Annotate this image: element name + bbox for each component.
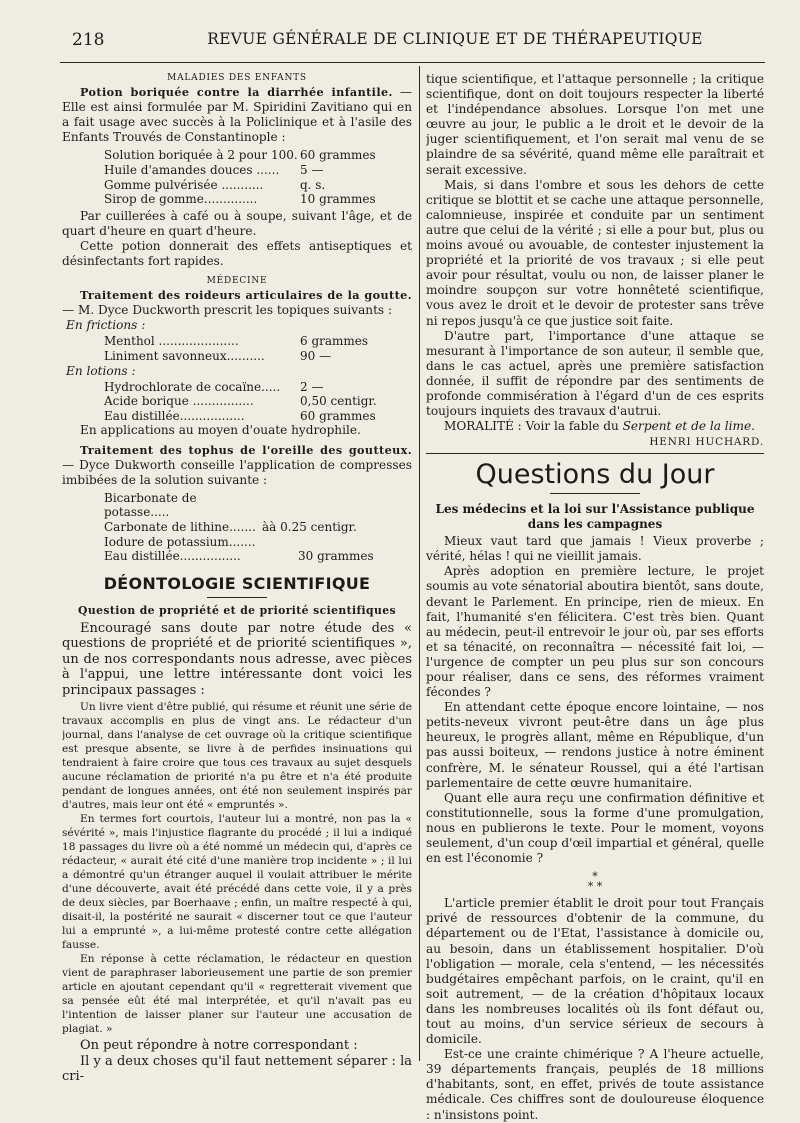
- recipe-name: Eau distillée.................: [104, 408, 245, 423]
- recipe-row: [104, 535, 412, 550]
- quote-paragraph-1: Un livre vient d'être publié, qui résume et réunit une série de travaux accomplis en plus de vingt ans. Le rédacteur d'un journal, dans l'analyse de cet ouvrage où la critique scientifique est presque absente, se livre à de perfides insinuations qui tendraient à faire croire que tous ces travaux au sujet desquels aucune réclamation de priorité n'a pu être et n'a été produite pendant de longues années, ont été non seulement inspirés par d'autres, mais leur ont été « empruntés ».: [62, 701, 412, 812]
- paragraph-autre-part: D'autre part, l'importance d'une attaque se mesurant à l'importance de son auteur, il semble que, dans le cas actuel, après une première satisfaction donnée, il suffit de répondre par des sentiments de profonde commisération à l'égard d'un de ces esprits toujours inquiets des travaux d'autrui.: [426, 328, 764, 419]
- recipe-qty: 5 —: [300, 162, 324, 177]
- recipe-name: Acide borique ................: [104, 394, 254, 409]
- recipe-row: [104, 148, 412, 163]
- recipe-row: [104, 334, 412, 349]
- recipe-qty: àà 0.25 centigr.: [262, 520, 357, 535]
- label-lotions: En lotions :: [66, 363, 136, 378]
- title-potion: Potion boriquée contre la diarrhée infantile.: [80, 85, 393, 99]
- paragraph-moralite: [426, 419, 764, 434]
- paragraph-crainte: Est-ce une crainte chimérique ? A l'heure actuelle, 39 départements français, peuplés de 18 millions d'habitants, sont, en effet, privés de toute assistance médicale. Ces chiffres sont de douloureuse éloquence : n'insistons point.: [426, 1047, 764, 1122]
- recipe-name: Huile d'amandes douces ......: [104, 162, 280, 177]
- recipe-qty: 60 grammes: [300, 148, 376, 163]
- recipe-name: Hydrochlorate de cocaïne.....: [104, 379, 281, 394]
- asterism: * * *: [587, 870, 603, 894]
- recipe-qty: 30 grammes: [298, 549, 374, 564]
- recipe-row: [104, 192, 412, 207]
- recipe-name: Liniment savonneux..........: [104, 349, 265, 363]
- article-title-propriete: Question de propriété et de priorité scientifiques: [78, 603, 396, 617]
- paragraph-adoption: Après adoption en première lecture, le projet soumis au vote sénatorial aboutira bientôt, sans doute, devant le Parlement. En principe, rien de mieux. En fait, l'humanité s'en félicitera. C'est très bien. Quant au médecin, peut-il entrevoir le jour où, par ses efforts et sa ténacité, on reconnaîtra — nécessité fait loi, — l'urgence de compter un peu plus sur son concours pour réaliser, dans ce sens, des réformes vraiment fécondes ?: [426, 564, 764, 700]
- paragraph-tophus: [62, 443, 412, 488]
- page-header: [60, 30, 765, 52]
- recipe-name: Solution boriquée à 2 pour 100.: [104, 148, 298, 163]
- section-title-deontologie: DÉONTOLOGIE SCIENTIFIQUE: [103, 573, 371, 593]
- paragraph-attendant: En attendant cette époque encore lointaine, — nos petits-neveux vivront peut-être dans un âge plus heureux, le progrès allant, même en République, d'un pas aussi boiteux, — rendons justice à notre éminent confrère, M. le sénateur Roussel, qui a été l'artisan parlementaire de cette œuvre humanitaire.: [426, 700, 764, 790]
- recipe-row: [104, 520, 412, 535]
- recipe-name: Iodure de potassium.......: [104, 534, 256, 549]
- title-tophus: Traitement des tophus de l'oreille des goutteux.: [80, 442, 412, 457]
- recipe-qty: 10 grammes: [300, 192, 376, 207]
- paragraph-confirmation: Quant elle aura reçu une confirmation définitive et constitutionnelle, sous la forme d'une promulgation, nous en publierons le texte. Pour le moment, voyons seulement, d'un coup d'œil impartial et général, quelle en est l'économie ?: [426, 790, 764, 866]
- right-column: [426, 72, 764, 1123]
- title-goutte: Traitement des roideurs articulaires de la goutte.: [80, 288, 412, 303]
- article-title-assistance: Les médecins et la loi sur l'Assistance publique dans les campagnes: [435, 502, 755, 531]
- recipe-frictions: [104, 334, 412, 363]
- recipe-qty: 2 —: [300, 379, 324, 394]
- recipe-name: Sirop de gomme..............: [104, 192, 258, 207]
- recipe-qty: 60 grammes: [300, 408, 376, 423]
- recipe-name: Carbonate de lithine.......: [104, 520, 256, 535]
- text-goutte: — M. Dyce Duckworth prescrit les topiques suivants :: [62, 303, 393, 318]
- subhead-medecine: MÉDECINE: [206, 276, 268, 287]
- recipe-lotions: [104, 380, 412, 424]
- recipe-qty: 0,50 centigr.: [300, 394, 377, 409]
- recipe-row: [104, 409, 412, 424]
- recipe-row: [104, 394, 412, 409]
- column-divider: [419, 66, 420, 1061]
- paragraph-mieux-vaut: Mieux vaut tard que jamais ! Vieux proverbe ; vérité, hélas ! qui ne vieillit jamais.: [426, 534, 764, 564]
- recipe-row: [104, 163, 412, 178]
- moral-fable: Serpent et de la lime.: [622, 419, 755, 434]
- moral-text: Voir la fable du: [521, 419, 623, 434]
- paragraph-ombre: Mais, si dans l'ombre et sous les dehors de cette critique se blottit et se cache une attaque personnelle, calomnieuse, inspirée et conduite par un sentiment autre que celui de la vérité ; si elle a pour but, plus ou moins avoué ou avouable, de contester injustement la propriété et la priorité de vos travaux ; si elle peut avoir pour résultat, voulu ou non, de laisser planer le moindre soupçon sur votre honnêteté scientifique, vous avez le droit et le devoir de protester sans trêve ni repos jusqu'à ce que justice soit faite.: [426, 177, 764, 328]
- recipe-row: [104, 491, 412, 520]
- recipe-name: Menthol .....................: [104, 334, 239, 349]
- recipe-qty: q. s.: [300, 177, 326, 192]
- subhead-maladies: MALADIES DES ENFANTS: [167, 73, 307, 83]
- recipe-name: Gomme pulvérisée ...........: [104, 177, 264, 192]
- section-title-questions: Questions du Jour: [475, 459, 715, 491]
- recipe-name: Eau distillée................: [104, 549, 241, 564]
- paragraph-dosage: Par cuillerées à café ou à soupe, suivant l'âge, et de quart d'heure en quart d'heure.: [62, 208, 412, 238]
- page-number: 218: [72, 30, 105, 50]
- header-rule: [60, 62, 765, 63]
- quote-paragraph-3: En réponse à cette réclamation, le rédacteur en question vient de paraphraser laborieusement une partie de son premier article en ajoutant cependant qu'il « regretterait vivement que sa pensée eût été mal interprétée, et qu'il n'avait pas eu l'intention de laisser planer sur l'auteur une accusation de plagiat. »: [62, 953, 412, 1036]
- title-rule: [550, 493, 640, 494]
- paragraph-article-premier: L'article premier établit le droit pour tout Français privé de ressources d'obtenir de la commune, du département ou de l'Etat, l'assistance à domicile ou, au besoin, dans un établissement hospitalier. D'où l'obligation — morale, cela s'entend, — les nécessités budgétaires empêchant parfois, on le craint, qu'il en soit autrement, — de la création d'hôpitaux locaux dans les nombreuses localités où ils font défaut ou, tout au moins, d'un service sérieux de secours à domicile.: [426, 896, 764, 1047]
- recipe-row: [104, 178, 412, 193]
- recipe-row: [104, 549, 412, 564]
- paragraph-effects: Cette potion donnerait des effets antiseptiques et désinfectants fort rapides.: [62, 238, 412, 269]
- quote-paragraph-2: En termes fort courtois, l'auteur lui a montré, non pas la « sévérité », mais l'injustice flagrante du procédé ; il lui a indiqué 18 passages du livre où a été nommé un médecin qui, d'après ce rédacteur, « aurait été cité d'une manière trop incidente » ; il lui a démontré qu'un étranger auquel il voulait attribuer le mérite d'une découverte, avait été précédé dans cette voie, il y a près de deux siècles, par Boerhaave ; enfin, un maître respecté à qui, disait-il, la postérité ne saurait « discerner tout ce que l'auteur lui a emprunté », a lui-même protesté contre cette allégation fausse.: [62, 813, 412, 952]
- section-divider: [426, 453, 764, 454]
- recipe-tophus: [104, 491, 412, 564]
- recipe-potion: [104, 148, 412, 206]
- label-frictions: En frictions :: [66, 318, 146, 333]
- left-column: [62, 72, 412, 1085]
- section-rule: [207, 597, 267, 598]
- paragraph-repondre: On peut répondre à notre correspondant :: [80, 1038, 358, 1054]
- text-potion: — Elle est ainsi formulée par M. Spiridini Zavitiano qui en a fait usage avec succès à la Policlinique et à l'asile des Enfants Trouvés de Constantinople :: [62, 85, 412, 145]
- paragraph-potion: [62, 85, 412, 145]
- paragraph-goutte: [62, 288, 412, 318]
- text-tophus: — Dyce Dukworth conseille l'application de compresses imbibées de la solution suivante :: [62, 457, 412, 487]
- running-title: REVUE GÉNÉRALE DE CLINIQUE ET DE THÉRAPEUTIQUE: [207, 30, 703, 48]
- recipe-row: [104, 380, 412, 395]
- moral-label: MORALITÉ :: [444, 419, 522, 434]
- paragraph-applications: En applications au moyen d'ouate hydrophile.: [80, 423, 361, 438]
- recipe-name: Bicarbonate de potasse.....: [104, 490, 197, 520]
- recipe-qty: 90 —: [300, 349, 332, 363]
- paragraph-deux-choses: Il y a deux choses qu'il faut nettement séparer : la cri-: [62, 1053, 412, 1085]
- paragraph-critique-cont: tique scientifique, et l'attaque personnelle ; la critique scientifique, dont on doit toujours respecter la liberté et l'indépendance absolues. Lorsque l'on met une œuvre au jour, le public a le droit et le devoir de la juger scientifiquement, et l'on serait mal venu de se plaindre de sa sévérité, quand même elle paraîtrait et serait excessive.: [426, 72, 764, 177]
- recipe-qty: 6 grammes: [300, 334, 369, 349]
- author-signature: HENRI HUCHARD.: [649, 436, 764, 449]
- paragraph-intro: Encouragé sans doute par notre étude des « questions de propriété et de priorité scientifiques », un de nos correspondants nous adresse, avec pièces à l'appui, une lettre intéressante dont voici les principaux passages :: [62, 620, 412, 698]
- recipe-row: [104, 349, 412, 364]
